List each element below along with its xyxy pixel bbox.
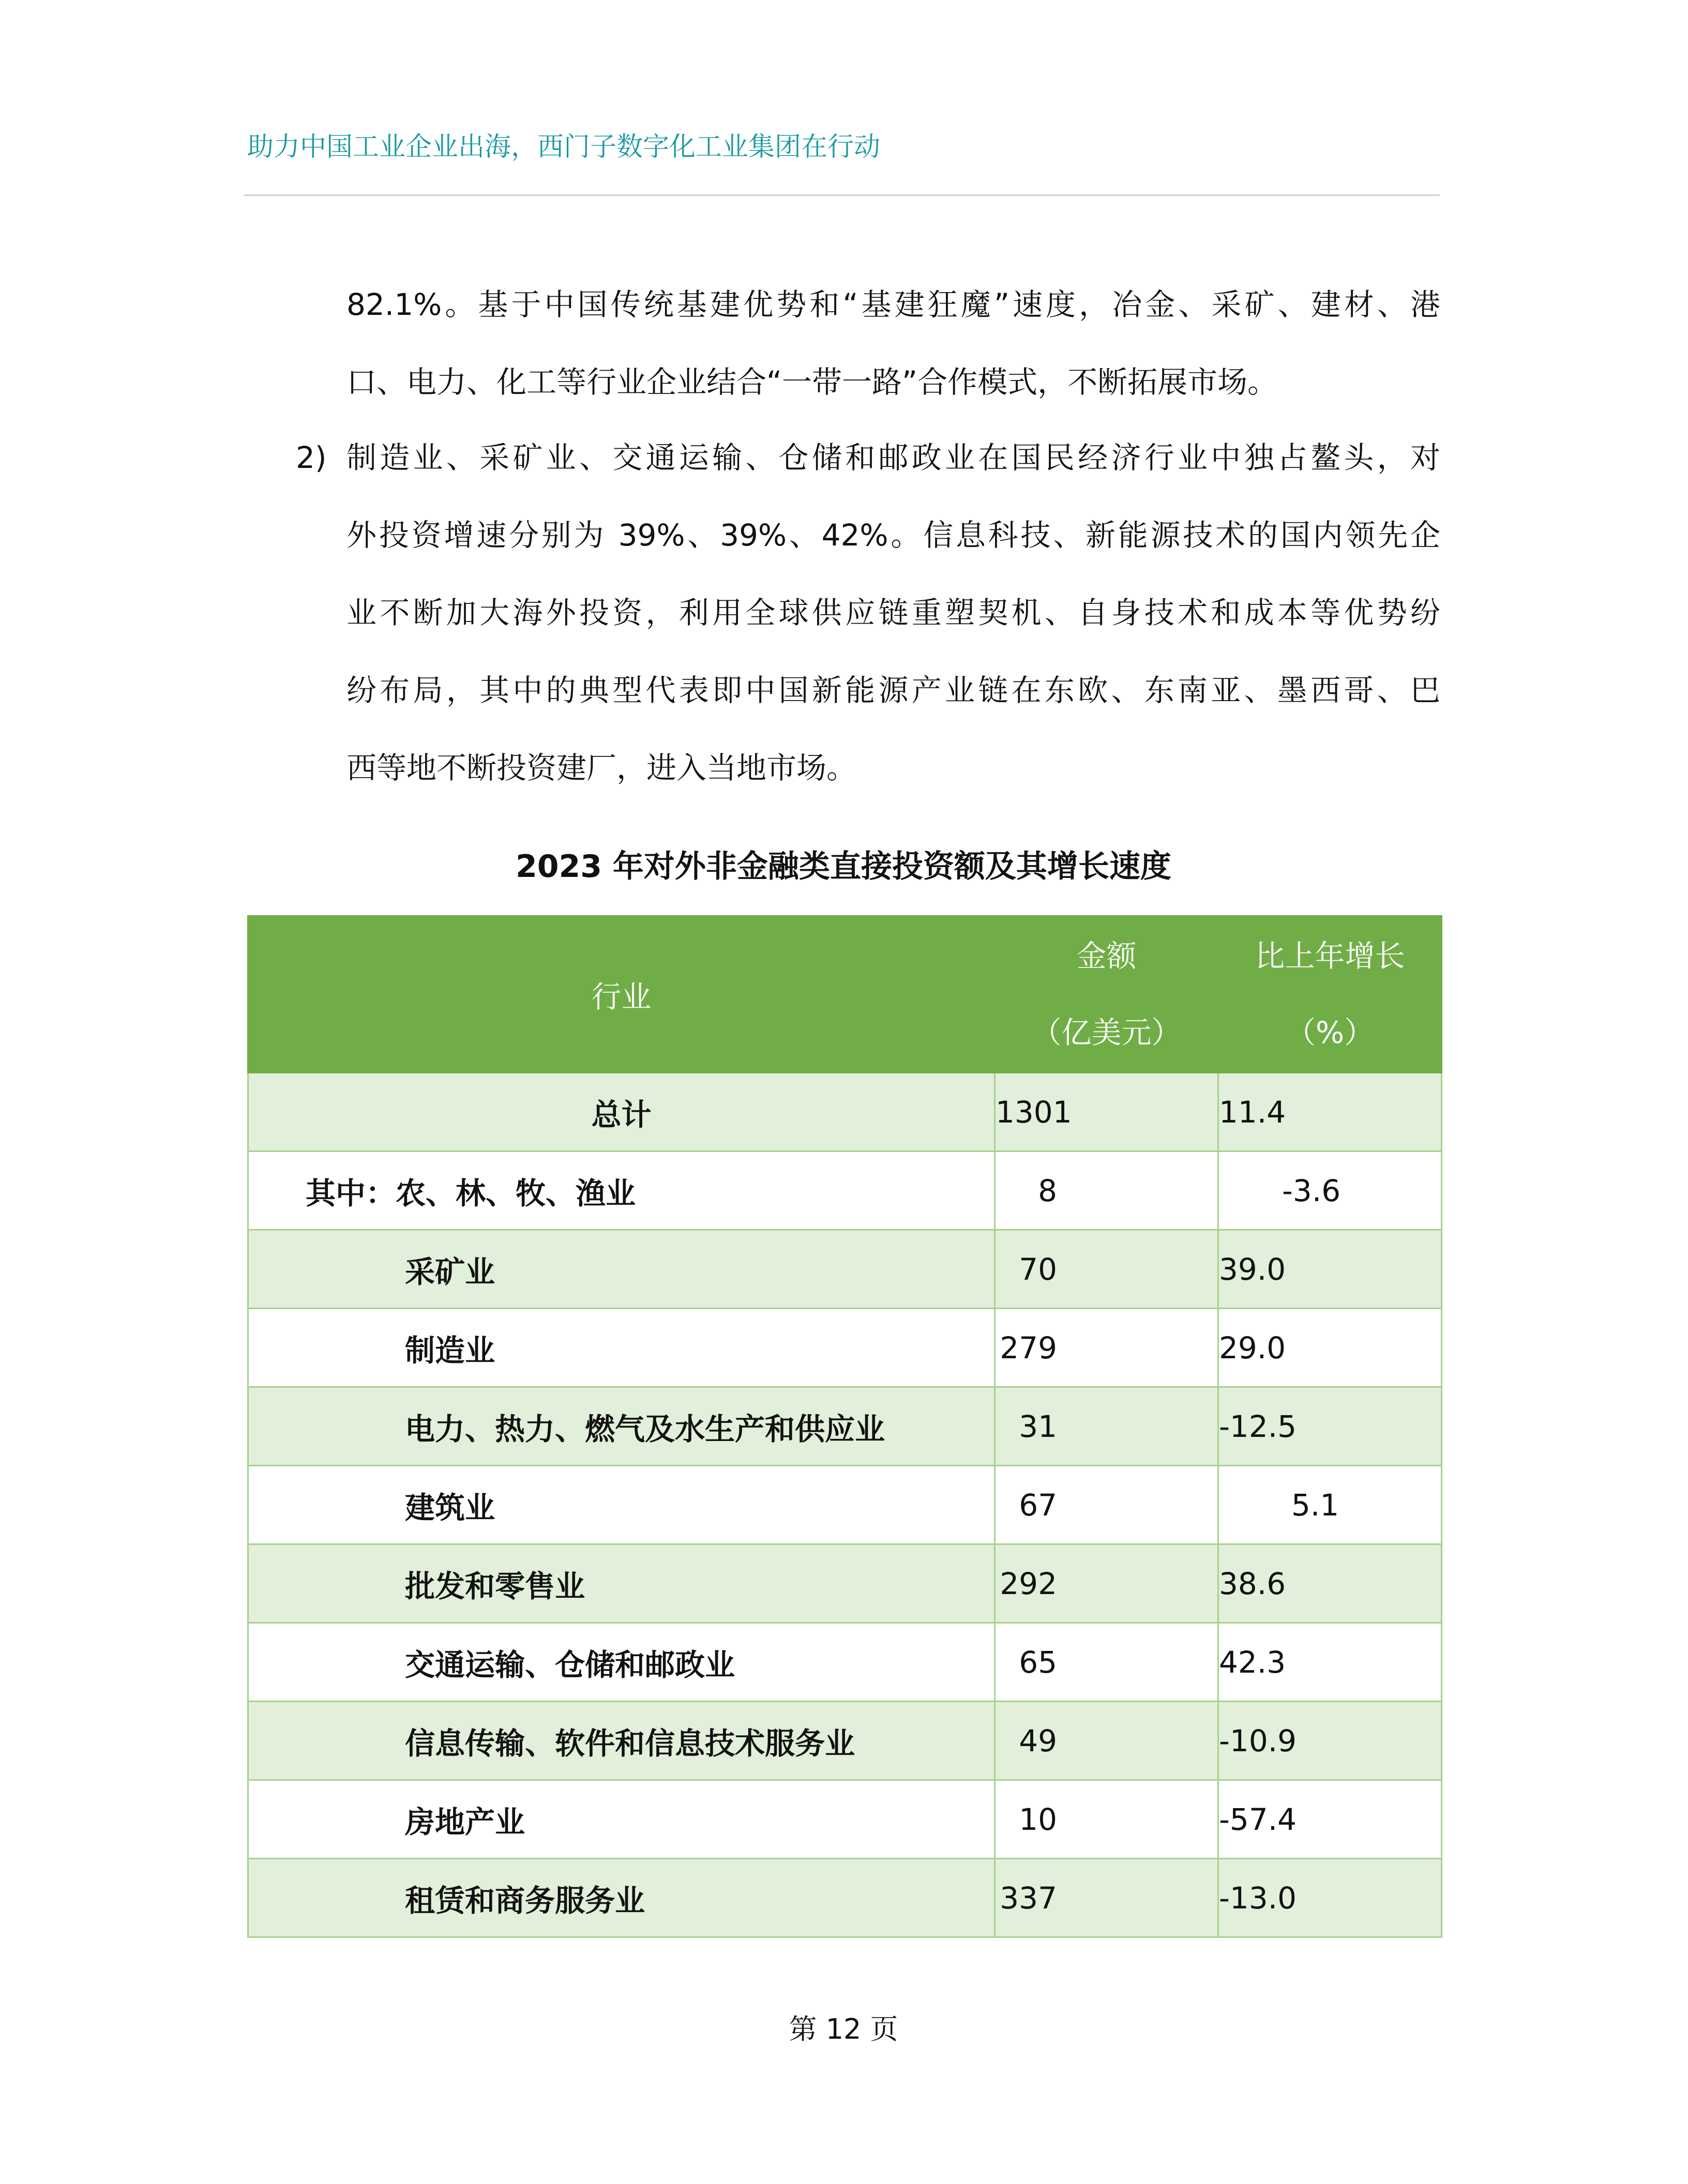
amount-cell: 67 [995,1466,1218,1544]
industry-cell: 信息传输、软件和信息技术服务业 [248,1702,995,1780]
table-row [248,1151,1442,1230]
document-header-title: 助力中国工业企业出海，西门子数字化工业集团在行动 [247,132,881,162]
industry-cell: 制造业 [248,1309,995,1387]
table-row [248,1309,1442,1387]
table-row [248,1230,1442,1309]
industry-cell: 采矿业 [248,1230,995,1309]
table-header-row [248,916,1442,1073]
table-row [248,1702,1442,1780]
table-row [248,1466,1442,1544]
amount-cell: 279 [995,1309,1218,1387]
growth-cell: 5.1 [1218,1466,1442,1544]
table-caption: 2023 年对外非金融类直接投资额及其增长速度 [516,848,1171,885]
column-header-amount: 金额 （亿美元） [995,916,1218,1073]
amount-cell: 31 [995,1387,1218,1466]
paragraph-2-line: 纷布局，其中的典型代表即中国新能源产业链在东欧、东南亚、墨西哥、巴 [346,673,1440,708]
industry-cell: 交通运输、仓储和邮政业 [248,1623,995,1702]
growth-cell: 42.3 [1218,1623,1442,1702]
amount-cell: 49 [995,1702,1218,1780]
table-row-total [248,1073,1442,1151]
column-header-growth: 比上年增长 （%） [1218,916,1442,1073]
amount-cell: 337 [995,1859,1218,1937]
industry-cell: 电力、热力、燃气及水生产和供应业 [248,1387,995,1466]
amount-cell: 10 [995,1780,1218,1859]
investment-table [247,915,1442,1938]
table-row [248,1623,1442,1702]
paragraph-2-line: 外投资增速分别为 39%、39%、42%。信息科技、新能源技术的国内领先企 [346,518,1440,553]
growth-cell: -13.0 [1218,1859,1442,1937]
table-row [248,1780,1442,1859]
growth-cell: 39.0 [1218,1230,1442,1309]
industry-cell: 租赁和商务服务业 [248,1859,995,1937]
industry-cell: 建筑业 [248,1466,995,1544]
amount-cell: 70 [995,1230,1218,1309]
table-row [248,1544,1442,1623]
paragraph-2-line: 西等地不断投资建厂，进入当地市场。 [346,750,857,785]
table-row [248,1387,1442,1466]
industry-cell: 其中：农、林、牧、渔业 [248,1151,995,1230]
paragraph-1-line: 82.1%。基于中国传统基建优势和“基建狂魔”速度，冶金、采矿、建材、港 [346,287,1440,322]
header-divider [244,194,1440,196]
paragraph-2 [346,419,1440,807]
industry-cell: 批发和零售业 [248,1544,995,1623]
growth-cell: -57.4 [1218,1780,1442,1859]
list-marker-2: 2) [296,440,327,475]
industry-cell: 房地产业 [248,1780,995,1859]
column-header-industry: 行业 [248,916,995,1073]
amount-cell: 1301 [995,1073,1218,1151]
paragraph-2-line: 制造业、采矿业、交通运输、仓储和邮政业在国民经济行业中独占鳌头，对 [346,440,1440,475]
paragraph-1 [346,266,1440,421]
amount-cell: 292 [995,1544,1218,1623]
paragraph-1-line: 口、电力、化工等行业企业结合“一带一路”合作模式，不断拓展市场。 [346,365,1278,400]
growth-cell: -12.5 [1218,1387,1442,1466]
paragraph-2-line: 业不断加大海外投资，利用全球供应链重塑契机、自身技术和成本等优势纷 [346,595,1440,630]
growth-cell: 29.0 [1218,1309,1442,1387]
table-row [248,1859,1442,1937]
growth-cell: -3.6 [1218,1151,1442,1230]
growth-cell: -10.9 [1218,1702,1442,1780]
industry-cell: 总计 [248,1073,995,1151]
growth-cell: 11.4 [1218,1073,1442,1151]
growth-cell: 38.6 [1218,1544,1442,1623]
amount-cell: 65 [995,1623,1218,1702]
page-number: 第 12 页 [789,2013,898,2045]
amount-cell: 8 [995,1151,1218,1230]
